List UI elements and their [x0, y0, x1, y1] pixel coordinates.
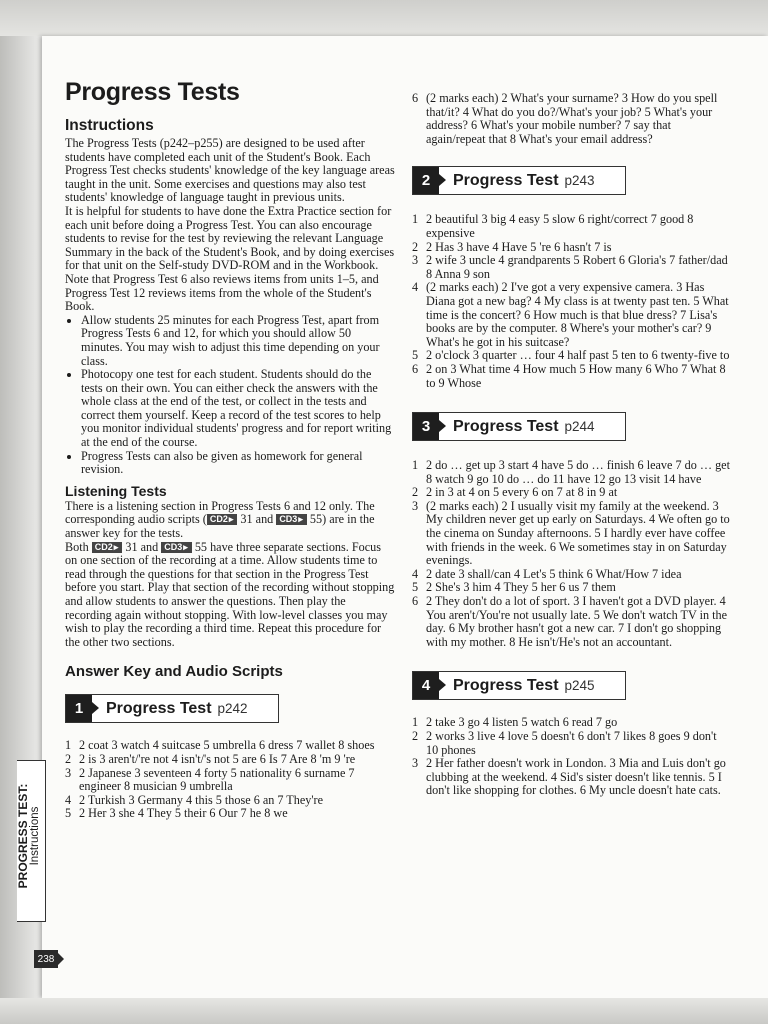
instructions-bullet: • Allow students 25 minutes for each Progress Test, apart from Progress Tests 6 and 12, for which you should allow 50 minutes. You may wish to adjust this time depending on your class.	[81, 314, 395, 368]
answer-item	[412, 281, 730, 349]
listening-text: and	[252, 512, 274, 527]
listening-text: ) are in the answer key for the tests.	[65, 512, 375, 541]
answer-item	[412, 92, 730, 146]
answer-item	[412, 254, 730, 281]
answer-item	[65, 807, 395, 821]
answer-item	[412, 363, 730, 390]
answer-text: 2 do … get up 3 start 4 have 5 do … finish 6 leave 7 do … get 8 watch 9 go 10 do … do 11 have 12 go 13 visit 14 have	[426, 458, 730, 486]
test-number-badge: 2	[413, 167, 439, 194]
answer-item	[412, 730, 730, 757]
test-number-badge: 3	[413, 413, 439, 440]
test-page-ref: p245	[564, 678, 595, 694]
track-number: 55	[309, 512, 323, 527]
test-1-answers-continued	[412, 92, 730, 146]
exercise-number: 5	[412, 580, 419, 595]
answer-item	[412, 757, 730, 798]
answer-text: 2 wife 3 uncle 4 grandparents 5 Robert 6 Gloria's 7 father/dad 8 Anna 9 son	[426, 253, 728, 281]
answer-text: 2 Her 3 she 4 They 5 their 6 Our 7 he 8 we	[79, 806, 288, 821]
exercise-number: 1	[412, 212, 419, 227]
instructions-paragraph-1: The Progress Tests (p242–p255) are designed to be used after students have completed each unit of the Student's Book. Each Progress Test checks students' knowledge of the key language areas taught in the unit. Some exercises and questions may also test students' knowledge of language taught in previous units.	[65, 136, 395, 205]
exercise-number: 4	[412, 566, 419, 581]
answer-text: (2 marks each) 2 I usually visit my family at the weekend. 3 My children never get up early on Saturdays. 4 We often go to the cinema on Sunday afternoons. 5 I hardly ever have coffee with friends in the week. 6 We sometimes stay in on Saturday evenings.	[426, 498, 730, 568]
answer-item	[412, 595, 730, 649]
exercise-number: 1	[412, 715, 419, 730]
progress-test-3-header	[412, 412, 626, 441]
test-page-ref: p242	[217, 701, 248, 717]
answer-item	[65, 794, 395, 808]
exercise-number: 5	[65, 806, 72, 821]
exercise-number: 5	[412, 348, 419, 363]
page-number: 238	[34, 950, 58, 968]
answer-text: 2 Has 3 have 4 Have 5 're 6 hasn't 7 is	[426, 239, 612, 254]
exercise-number: 3	[412, 498, 419, 513]
instructions-paragraph-2: It is helpful for students to have done the Extra Practice section for each unit before doing a Progress Test. You can also encourage students to revise for the test by reviewing the relevant Language Summary in the back of the Student's Book, and by doing exercises for that unit on the Self-study DVD-ROM and in the Workbook. Note that Progress Test 6 also reviews items from units 1–5, and Progress Test 12 reviews items from the whole of the Student's Book.	[65, 203, 395, 314]
answer-text: 2 date 3 shall/can 4 Let's 5 think 6 What/How 7 idea	[426, 566, 682, 581]
answer-text: 2 Japanese 3 seventeen 4 forty 5 nationality 6 surname 7 engineer 8 musician 9 umbrella	[79, 765, 355, 794]
answer-item	[412, 716, 730, 730]
exercise-number: 2	[412, 485, 419, 500]
answer-item	[412, 486, 730, 500]
page-title: Progress Tests	[65, 78, 240, 106]
left-column	[65, 78, 395, 821]
answer-text: 2 is 3 aren't/'re not 4 isn't/'s not 5 are 6 Is 7 Are 8 'm 9 're	[79, 751, 356, 766]
instructions-bullet: • Progress Tests can also be given as homework for general revision.	[81, 450, 395, 477]
exercise-number: 1	[65, 738, 72, 753]
answer-text: 2 o'clock 3 quarter … four 4 half past 5 ten to 6 twenty-five to	[426, 348, 730, 363]
answer-text: 2 works 3 live 4 love 5 doesn't 6 don't 7 likes 8 goes 9 don't 10 phones	[426, 729, 717, 757]
exercise-number: 6	[412, 91, 419, 105]
answer-item	[65, 753, 395, 767]
exercise-number: 4	[65, 792, 72, 807]
answer-text: (2 marks each) 2 What's your surname? 3 How do you spell that/it? 4 What do you do?/What's your job? 5 What's your address? 6 What's your mobile number? 7 say that again/repeat that 8 What's your email address?	[426, 91, 718, 146]
answer-text: (2 marks each) 2 I've got a very expensive camera. 3 Has Diana got a new bag? 4 My class is at twenty past ten. 5 What time is the concert? 6 How much is that blue dress? 7 Lisa's books are by the computer. 8 Where's your mother's car? 9 What's he got in his suitcase?	[426, 280, 729, 349]
answer-text: 2 beautiful 3 big 4 easy 5 slow 6 right/correct 7 good 8 expensive	[426, 212, 694, 240]
exercise-number: 4	[412, 280, 419, 295]
exercise-number: 6	[412, 594, 419, 609]
listening-text: Both	[65, 539, 92, 554]
progress-test-1-header	[65, 694, 279, 723]
listening-text: 31 and	[122, 539, 162, 554]
test-label: Progress Test	[453, 417, 559, 435]
scan-top-shadow	[0, 0, 768, 36]
exercise-number: 6	[412, 361, 419, 376]
answer-text: 2 in 3 at 4 on 5 every 6 on 7 at 8 in 9 at	[426, 485, 618, 500]
exercise-number: 1	[412, 458, 419, 473]
exercise-number: 3	[412, 253, 419, 268]
answer-text: 2 She's 3 him 4 They 5 her 6 us 7 them	[426, 580, 616, 595]
scan-bottom-shadow	[0, 998, 768, 1024]
test-label: Progress Test	[453, 171, 559, 189]
answer-item	[412, 241, 730, 255]
answer-item	[65, 767, 395, 794]
answer-item	[412, 459, 730, 486]
section-side-tab	[17, 760, 46, 922]
side-tab-label	[17, 761, 41, 911]
cd3-badge: CD3 ▸	[276, 514, 307, 525]
test-label: Progress Test	[453, 676, 559, 694]
answer-text: 2 coat 3 watch 4 suitcase 5 umbrella 6 dress 7 wallet 8 shoes	[79, 738, 375, 753]
answer-item	[412, 568, 730, 582]
answer-text: 2 on 3 What time 4 How much 5 How many 6 Who 7 What 8 to 9 Whose	[426, 361, 726, 390]
test-number-badge: 1	[66, 695, 92, 722]
instructions-heading: Instructions	[65, 117, 154, 134]
test-page-ref: p244	[564, 419, 595, 435]
test-4-answers	[412, 716, 730, 798]
answer-item	[412, 349, 730, 363]
track-number: 31	[240, 512, 253, 527]
answer-text: 2 take 3 go 4 listen 5 watch 6 read 7 go	[426, 715, 618, 730]
exercise-number: 2	[412, 729, 419, 743]
listening-paragraph-2	[65, 541, 395, 650]
answer-key-heading: Answer Key and Audio Scripts	[65, 663, 283, 681]
side-tab-line-1: PROGRESS TEST:	[16, 783, 30, 889]
exercise-number: 3	[412, 756, 419, 771]
test-1-answers	[65, 739, 395, 821]
cd3-badge: CD3 ▸	[161, 542, 192, 553]
right-column	[412, 92, 730, 798]
exercise-number: 3	[65, 765, 72, 780]
instructions-bullet: • Photocopy one test for each student. Students should do the tests on their own. You can either check the answers with the whole class at the end of the test, or collect in the tests and correct them yourself. Keep a record of the test scores to help you monitor individual students' progress and for report writing at the end of the course.	[81, 368, 395, 450]
cd2-badge: CD2 ▸	[207, 514, 238, 525]
test-number-badge: 4	[413, 672, 439, 699]
answer-text: 2 Her father doesn't work in London. 3 Mia and Luis don't go clubbing at the weekend. 4 Sid's sister doesn't like tennis. 5 I don't like shopping for clothes. 6 My uncle doesn't hate cats.	[426, 756, 726, 798]
listening-paragraph-1	[65, 500, 395, 541]
answer-text: 2 They don't do a lot of sport. 3 I haven't got a DVD player. 4 You aren't/You're not usually late. 5 We don't watch TV in the day. 6 My brother hasn't got a new car. 7 I don't go shopping with my mother. 8 He isn't/He's not an accountant.	[426, 594, 728, 649]
answer-item	[412, 213, 730, 240]
listening-text: 55 have three separate sections. Focus on one section of the recording at a time. Allow students time to read through the questions for that section in the Progress Test before you start. Play that section of the recording without stopping and allow students to answer the questions. Then play the recording again without stopping. With low-level classes you may wish to play the recording a third time. Repeat this procedure for the other two sections.	[65, 539, 395, 649]
progress-test-4-header	[412, 671, 626, 700]
answer-text: 2 Turkish 3 Germany 4 this 5 those 6 an 7 They're	[79, 792, 324, 807]
instructions-bullet-list	[65, 314, 395, 477]
cd2-badge: CD2 ▸	[92, 542, 123, 553]
listening-text: There is a listening section in Progress Tests 6 and 12 only. The corresponding audio scripts (	[65, 498, 375, 527]
test-label: Progress Test	[106, 699, 212, 717]
progress-test-2-header	[412, 166, 626, 195]
listening-heading: Listening Tests	[65, 482, 167, 499]
exercise-number: 2	[65, 751, 72, 766]
test-2-answers	[412, 213, 730, 390]
test-3-answers	[412, 459, 730, 649]
side-tab-line-2: Instructions	[29, 806, 41, 866]
exercise-number: 2	[412, 239, 419, 254]
answer-item	[65, 739, 395, 753]
answer-item	[412, 500, 730, 568]
answer-item	[412, 581, 730, 595]
test-page-ref: p243	[564, 173, 595, 189]
